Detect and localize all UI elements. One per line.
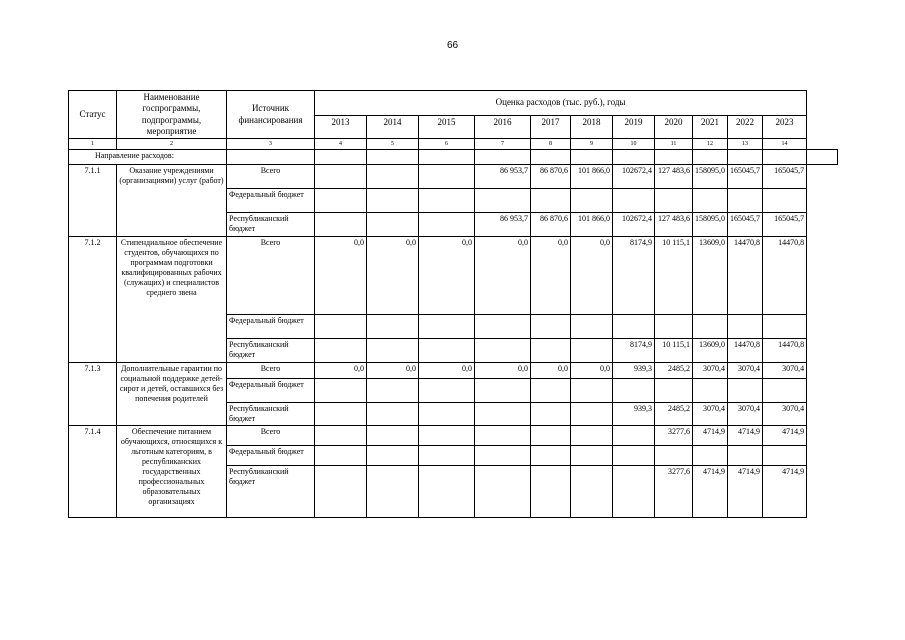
value-cell [728,379,763,403]
value-cell [531,403,571,426]
column-number: 2 [117,139,227,150]
value-cell [613,315,655,339]
year-cell: 2023 [763,115,807,138]
value-cell: 13609,0 [693,339,728,363]
value-cell: 86 870,6 [531,213,571,237]
value-cell [655,189,693,213]
value-cell [728,189,763,213]
value-cell [315,426,367,446]
funding-source: Федеральный бюджет [227,446,315,466]
value-cell [315,315,367,339]
value-cell [315,213,367,237]
page-number: 66 [446,40,459,51]
value-cell: 939,3 [613,403,655,426]
value-cell [693,379,728,403]
value-cell [531,339,571,363]
funding-source: Федеральный бюджет [227,315,315,339]
value-cell: 8174,9 [613,339,655,363]
funding-source: Республиканский бюджет [227,213,315,237]
value-cell [763,446,807,466]
year-cell: 2017 [531,115,571,138]
value-cell: 3070,4 [693,363,728,379]
column-number: 6 [419,139,475,150]
value-cell [571,426,613,446]
table-cell [763,150,807,165]
column-number: 11 [655,139,693,150]
value-cell: 0,0 [531,363,571,379]
value-cell [315,379,367,403]
table-cell [571,150,613,165]
value-cell [475,426,531,446]
value-cell: 0,0 [315,363,367,379]
funding-source: Республиканский бюджет [227,466,315,518]
value-cell [419,165,475,189]
value-cell [367,379,419,403]
value-cell [419,379,475,403]
column-number: 10 [613,139,655,150]
value-cell [571,189,613,213]
table-cell [655,150,693,165]
table-cell [315,150,367,165]
value-cell: 2485,2 [655,363,693,379]
value-cell [475,403,531,426]
value-cell: 165045,7 [728,165,763,189]
value-cell [531,446,571,466]
column-number: 8 [531,139,571,150]
column-number-row [69,139,838,150]
year-cell: 2021 [693,115,728,138]
value-cell: 8174,9 [613,237,655,315]
value-cell [693,189,728,213]
value-cell [367,189,419,213]
value-cell: 127 483,6 [655,165,693,189]
value-cell: 14470,8 [763,237,807,315]
value-cell [419,315,475,339]
year-cell: 2019 [613,115,655,138]
value-cell: 2485,2 [655,403,693,426]
value-cell: 14470,8 [763,339,807,363]
value-cell [531,379,571,403]
header-name: Наименование госпрограммы, подпрограммы, мероприятие [117,91,227,139]
table-cell [227,150,315,165]
table-row [69,237,838,315]
value-cell [571,466,613,518]
value-cell [315,466,367,518]
value-cell [475,466,531,518]
header-status: Статус [69,91,117,139]
value-cell: 4714,9 [693,466,728,518]
value-cell: 4714,9 [728,466,763,518]
value-cell: 0,0 [571,363,613,379]
value-cell: 0,0 [367,237,419,315]
value-cell [315,403,367,426]
table-cell [807,150,838,165]
funding-source: Республиканский бюджет [227,403,315,426]
value-cell: 101 866,0 [571,213,613,237]
column-number: 7 [475,139,531,150]
value-cell [419,403,475,426]
value-cell: 10 115,1 [655,339,693,363]
value-cell: 3070,4 [693,403,728,426]
value-cell: 4714,9 [763,426,807,446]
value-cell: 86 870,6 [531,165,571,189]
value-cell [475,189,531,213]
value-cell [693,446,728,466]
value-cell [367,426,419,446]
column-number: 5 [367,139,419,150]
value-cell: 102672,4 [613,165,655,189]
value-cell [475,315,531,339]
value-cell [367,446,419,466]
measure-name: Оказание учреждениями (организациями) услуг (работ) [117,165,227,237]
value-cell: 165045,7 [763,165,807,189]
value-cell: 165045,7 [728,213,763,237]
value-cell [419,426,475,446]
measure-name: Стипендиальное обеспечение студентов, обучающихся по программам подготовки квалифицированных рабочих (служащих) и специалистов среднего звена [117,237,227,363]
value-cell: 3277,6 [655,466,693,518]
value-cell [315,446,367,466]
value-cell [571,446,613,466]
value-cell [419,339,475,363]
value-cell [655,379,693,403]
funding-source: Всего [227,165,315,189]
funding-source: Республиканский бюджет [227,339,315,363]
direction-label: Направление расходов: [69,150,227,165]
value-cell: 158095,0 [693,165,728,189]
value-cell [367,466,419,518]
value-cell: 86 953,7 [475,213,531,237]
value-cell [613,446,655,466]
value-cell: 0,0 [315,237,367,315]
table-cell [419,150,475,165]
value-cell: 0,0 [475,363,531,379]
column-number: 1 [69,139,117,150]
value-cell [613,379,655,403]
value-cell [315,339,367,363]
value-cell [531,315,571,339]
value-cell [475,446,531,466]
year-cell: 2018 [571,115,613,138]
value-cell [763,315,807,339]
value-cell: 0,0 [571,237,613,315]
value-cell [613,466,655,518]
funding-source: Федеральный бюджет [227,379,315,403]
column-number: 14 [763,139,807,150]
value-cell [763,379,807,403]
table-cell [367,150,419,165]
value-cell [728,315,763,339]
value-cell [367,165,419,189]
value-cell [367,403,419,426]
column-number: 12 [693,139,728,150]
table-row [69,165,838,189]
header-source: Источник финансирования [227,91,315,139]
value-cell [475,379,531,403]
value-cell: 939,3 [613,363,655,379]
value-cell [419,466,475,518]
table-cell [531,150,571,165]
header-cost-title: Оценка расходов (тыс. руб.), годы [315,91,807,116]
value-cell [531,189,571,213]
value-cell: 13609,0 [693,237,728,315]
table-row [69,363,838,379]
value-cell [367,315,419,339]
value-cell: 0,0 [531,237,571,315]
value-cell: 101 866,0 [571,165,613,189]
table-cell [693,150,728,165]
value-cell [367,339,419,363]
measure-code: 7.1.2 [69,237,117,363]
value-cell: 3070,4 [763,363,807,379]
value-cell: 3070,4 [728,363,763,379]
value-cell [571,403,613,426]
value-cell [419,189,475,213]
year-cell: 2014 [367,115,419,138]
value-cell [693,315,728,339]
value-cell [571,379,613,403]
value-cell [367,213,419,237]
value-cell [728,446,763,466]
measure-code: 7.1.4 [69,426,117,518]
value-cell: 10 115,1 [655,237,693,315]
value-cell: 4714,9 [763,466,807,518]
year-cell: 2020 [655,115,693,138]
measure-name: Дополнительные гарантии по социальной поддержке детей-сирот и детей, оставшихся без попечения родителей [117,363,227,426]
column-number: 9 [571,139,613,150]
funding-source: Федеральный бюджет [227,189,315,213]
column-number: 13 [728,139,763,150]
value-cell [613,189,655,213]
table-row [69,426,838,446]
measure-name: Обеспечение питанием обучающихся, относящихся к льготным категориям, в республиканских государственных профессиональных образовательных организациях [117,426,227,518]
value-cell: 165045,7 [763,213,807,237]
value-cell: 14470,8 [728,339,763,363]
column-number: 4 [315,139,367,150]
year-cell: 2022 [728,115,763,138]
value-cell [613,426,655,446]
funding-source: Всего [227,363,315,379]
value-cell: 0,0 [419,363,475,379]
value-cell: 0,0 [475,237,531,315]
value-cell [531,466,571,518]
value-cell: 14470,8 [728,237,763,315]
column-number: 3 [227,139,315,150]
value-cell: 0,0 [419,237,475,315]
value-cell: 3277,6 [655,426,693,446]
value-cell: 4714,9 [728,426,763,446]
value-cell [475,339,531,363]
table-cell [475,150,531,165]
funding-source: Всего [227,237,315,315]
value-cell [419,446,475,466]
value-cell: 3070,4 [763,403,807,426]
direction-row [69,150,838,165]
funding-source: Всего [227,426,315,446]
table-cell [613,150,655,165]
value-cell [531,426,571,446]
budget-table [68,90,838,518]
value-cell [571,315,613,339]
year-cell: 2016 [475,115,531,138]
value-cell: 102672,4 [613,213,655,237]
value-cell [655,315,693,339]
table-cell [728,150,763,165]
measure-code: 7.1.3 [69,363,117,426]
value-cell: 127 483,6 [655,213,693,237]
year-cell: 2015 [419,115,475,138]
value-cell [419,213,475,237]
value-cell: 4714,9 [693,426,728,446]
value-cell [571,339,613,363]
value-cell [315,165,367,189]
value-cell: 158095,0 [693,213,728,237]
value-cell: 0,0 [367,363,419,379]
measure-code: 7.1.1 [69,165,117,237]
value-cell: 3070,4 [728,403,763,426]
value-cell [315,189,367,213]
value-cell [763,189,807,213]
value-cell [655,446,693,466]
value-cell: 86 953,7 [475,165,531,189]
year-cell: 2013 [315,115,367,138]
